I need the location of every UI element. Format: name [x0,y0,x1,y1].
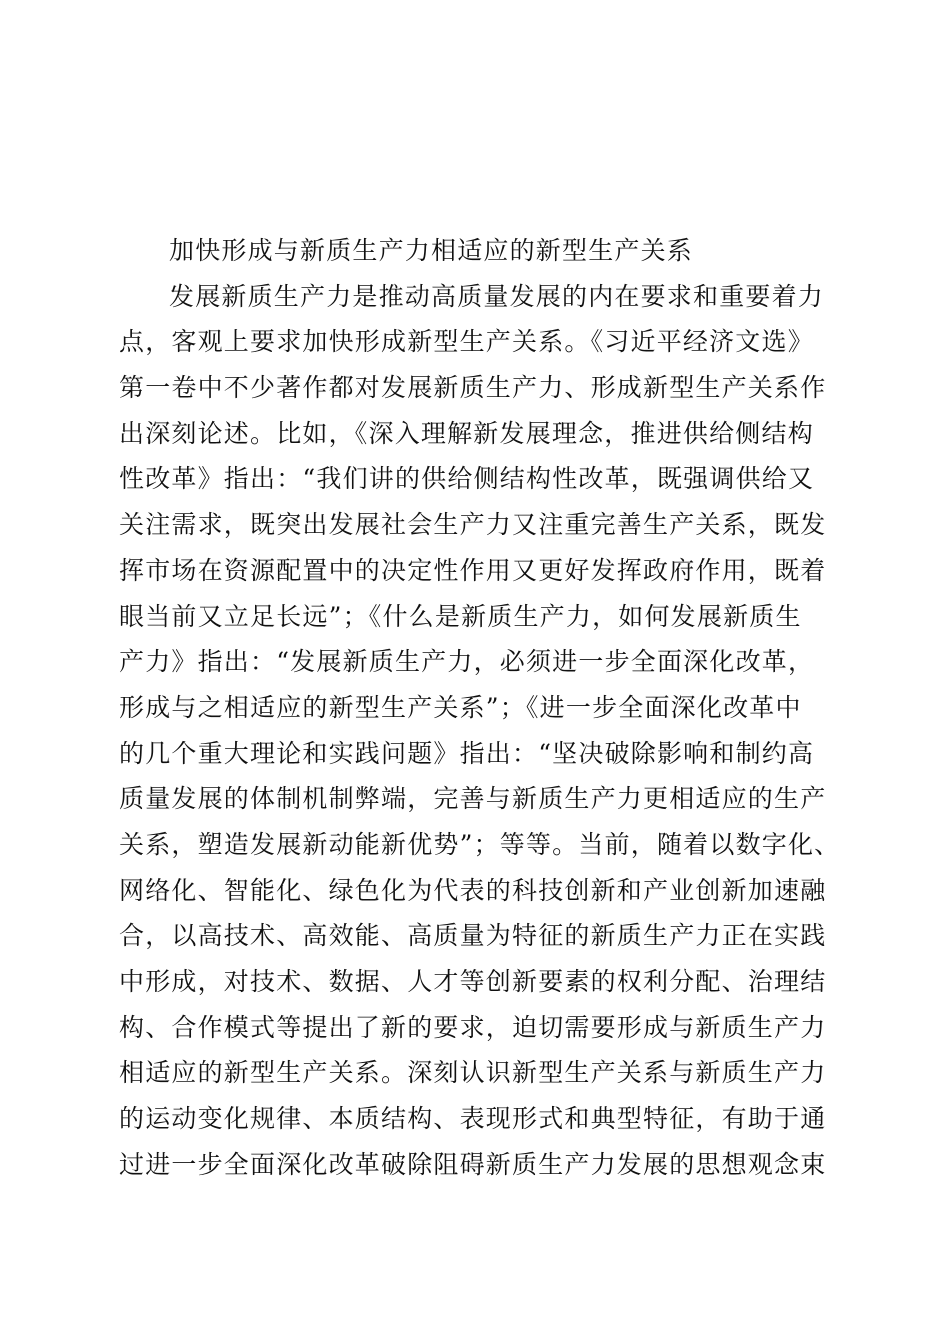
paragraph-line: 产力》指出：“发展新质生产力，必须进一步全面深化改革， [119,647,815,677]
paragraph-line: 质量发展的体制机制弊端，完善与新质生产力更相适应的生产 [119,784,827,814]
paragraph-line: 的运动变化规律、本质结构、表现形式和典型特征，有助于通 [119,1104,827,1134]
paragraph-line: 合，以高技术、高效能、高质量为特征的新质生产力正在实践 [119,921,827,951]
document-title: 加快形成与新质生产力相适应的新型生产关系 [169,236,694,265]
paragraph-line: 关系，塑造发展新动能新优势”；等等。当前，随着以数字化、 [119,829,841,859]
body-paragraph [119,274,839,1188]
paragraph-line: 性改革》指出：“我们讲的供给侧结构性改革，既强调供给又 [119,464,815,494]
paragraph-line: 构、合作模式等提出了新的要求，迫切需要形成与新质生产力 [119,1012,827,1042]
paragraph-line: 网络化、智能化、绿色化为代表的科技创新和产业创新加速融 [119,875,827,905]
paragraph-line: 的几个重大理论和实践问题》指出：“坚决破除影响和制约高 [119,738,815,768]
paragraph-line: 出深刻论述。比如，《深入理解新发展理念，推进供给侧结构 [119,418,814,448]
paragraph-line: 点，客观上要求加快形成新型生产关系。《习近平经济文选》 [119,327,814,357]
paragraph-line: 过进一步全面深化改革破除阻碍新质生产力发展的思想观念束 [119,1149,827,1179]
paragraph-line: 眼当前又立足长远”；《什么是新质生产力，如何发展新质生 [119,601,802,631]
paragraph-line: 相适应的新型生产关系。深刻认识新型生产关系与新质生产力 [119,1058,827,1088]
document-body [119,228,839,1187]
paragraph-line: 中形成，对技术、数据、人才等创新要素的权利分配、治理结 [119,967,827,996]
paragraph-line: 第一卷中不少著作都对发展新质生产力、形成新型生产关系作 [119,373,827,403]
paragraph-line: 形成与之相适应的新型生产关系”；《进一步全面深化改革中 [119,692,802,722]
paragraph-line: 发展新质生产力是推动高质量发展的内在要求和重要着力 [169,281,825,311]
paragraph-line: 挥市场在资源配置中的决定性作用又更好发挥政府作用，既着 [119,555,827,585]
paragraph-line: 关注需求，既突出发展社会生产力又注重完善生产关系，既发 [119,510,827,540]
